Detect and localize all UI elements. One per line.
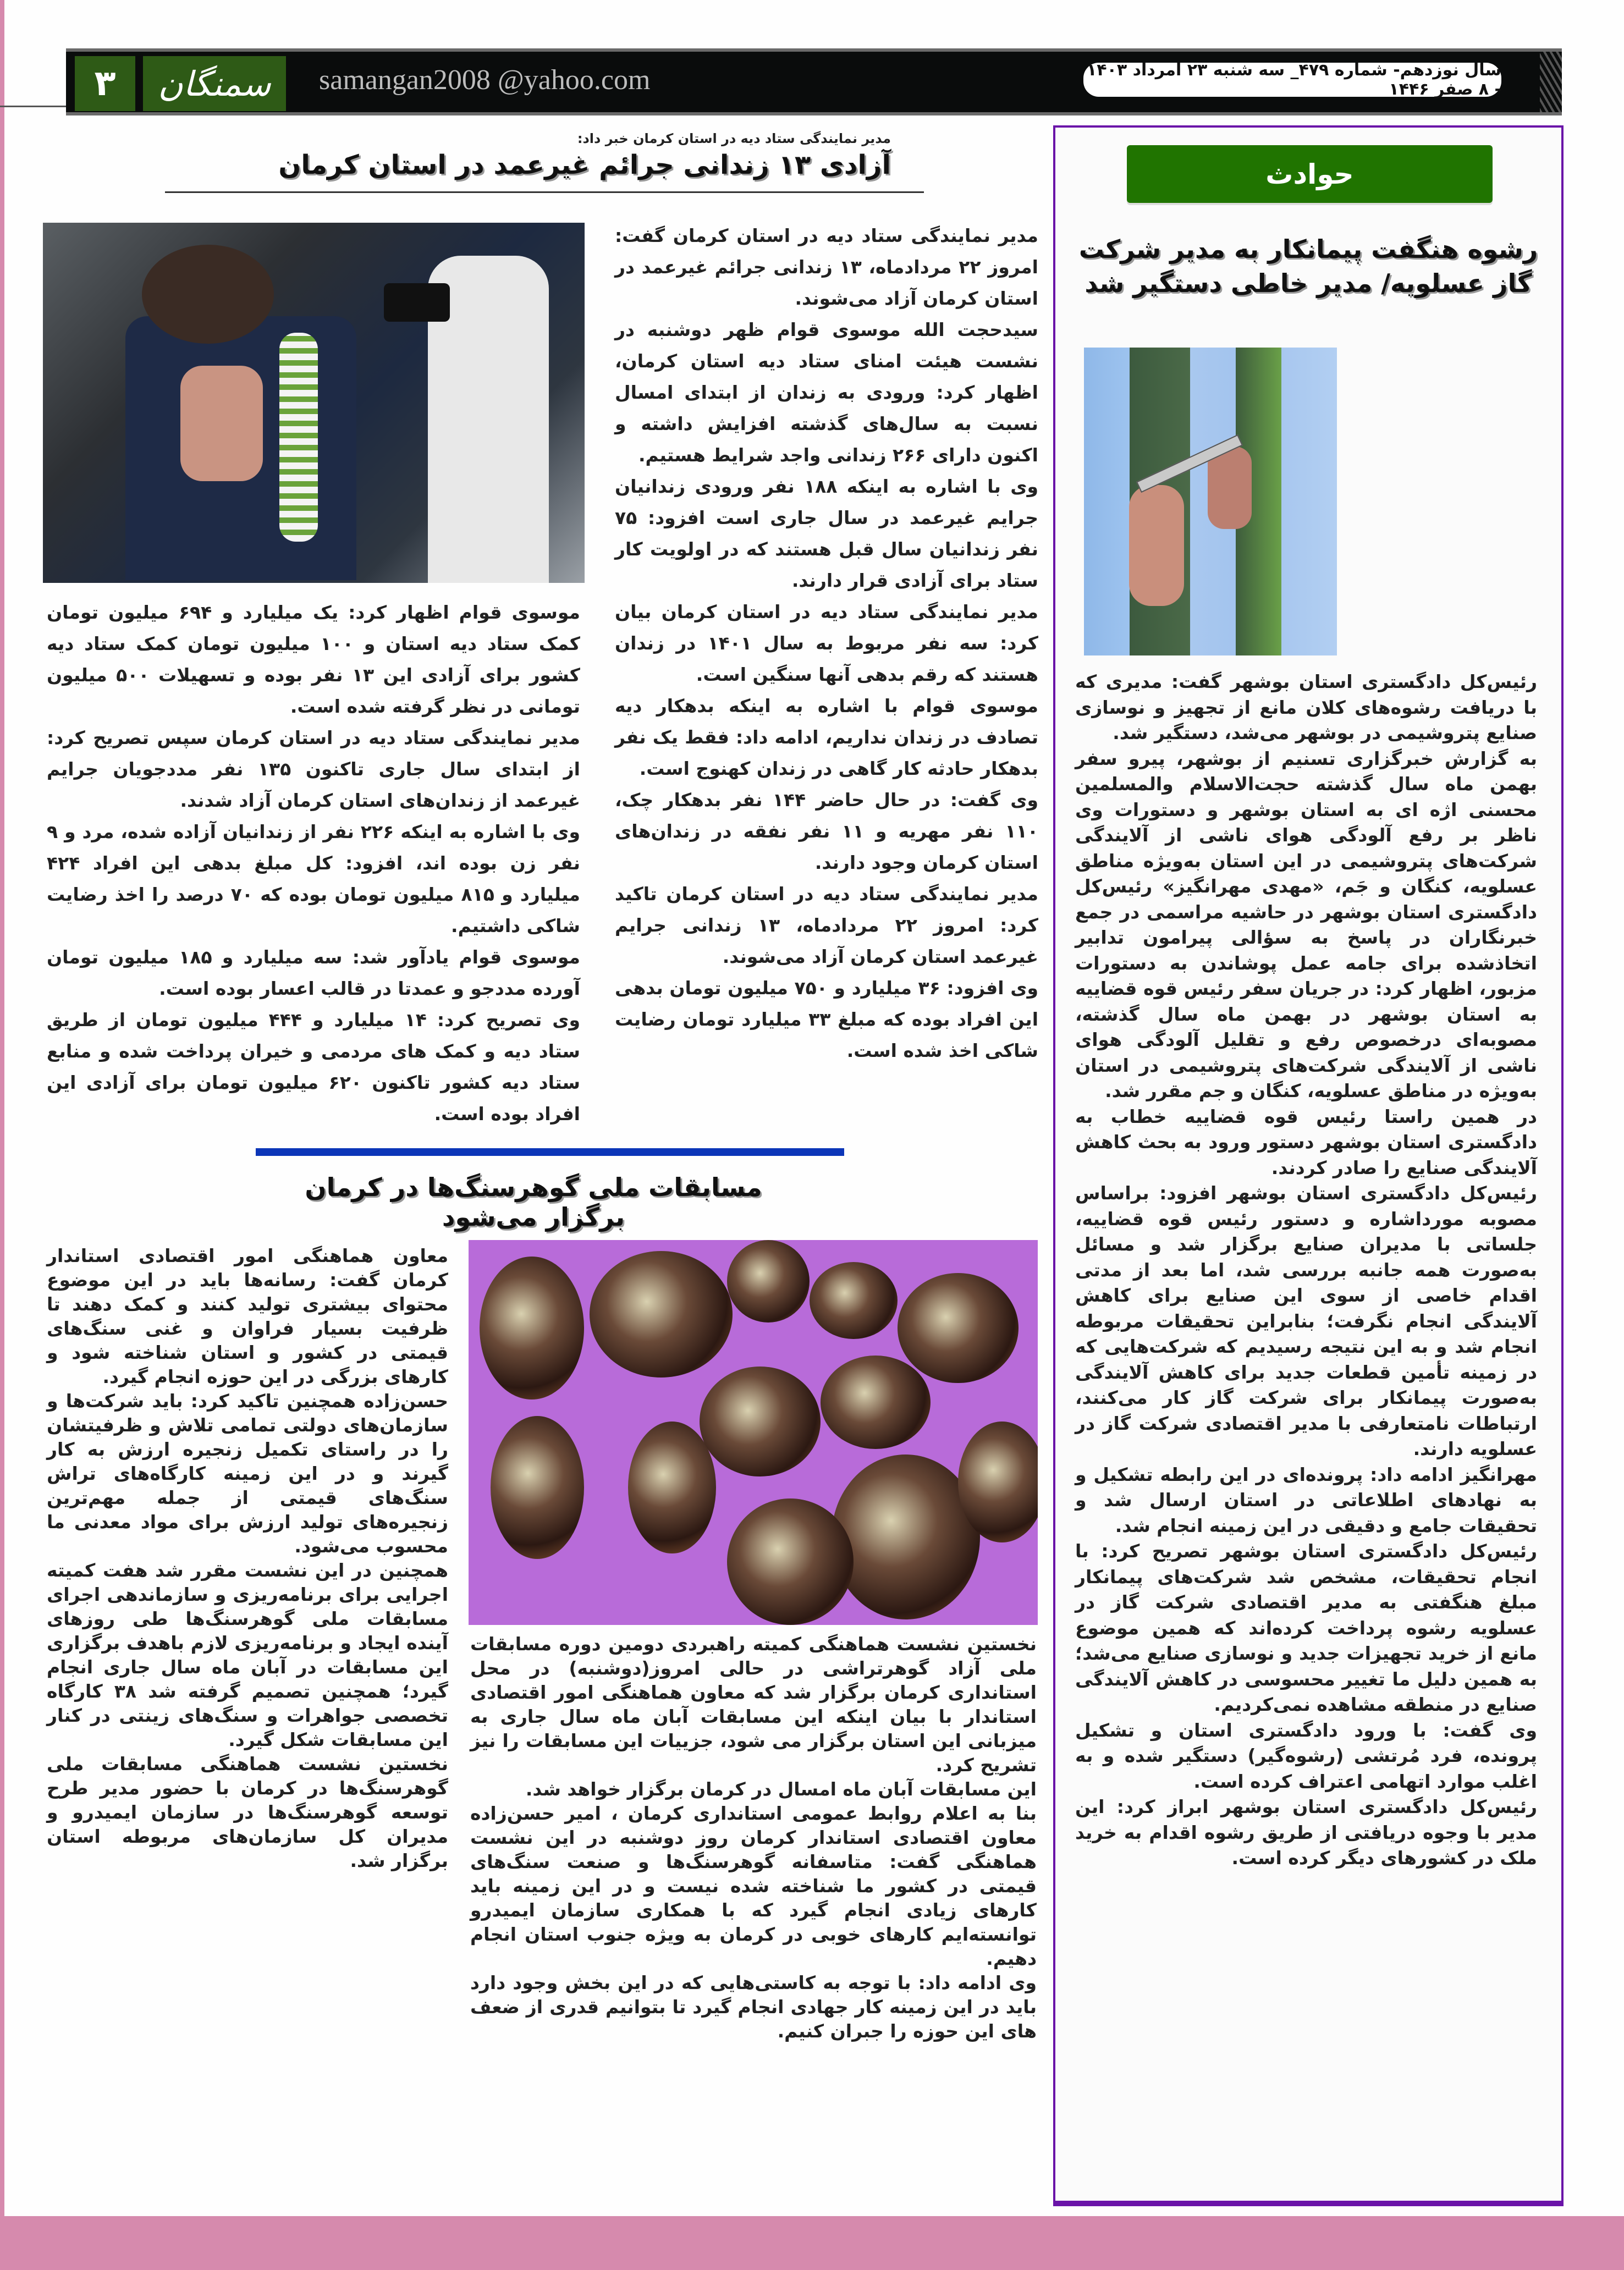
paragraph: بنا به اعلام روابط عمومی استانداری کرمان ، امیر حسن‌زاده معاون اقتصادی استاندار کرمان روز دوشنبه در این نشست هماهنگی گفت: متاسفانه گوهرسنگ‌ها و صنعت سنگ‌های قیمتی در کشور ما شناخته شده نیست و در این زمینه باید کارهای زیادی انجام گیرد که با همکاری سازمان ایمیدرو توانسته‌ایم کارهای خوبی در کرمان به ویژه جنوب استان انجام دهیم. bbox=[470, 1803, 1037, 1969]
paragraph: وی با اشاره به اینکه ۱۸۸ نفر ورودی زندانیان جرایم غیرعمد در سال جاری است افزود: ۷۵ نفر زندانیان سال قبل هستند که در اولویت کار ستاد برای آزادی قرار دارند. bbox=[615, 476, 1038, 591]
paragraph: رئیس‌کل دادگستری استان بوشهر گفت: مدیری که با دریافت رشوه‌های کلان مانع از تجهیز و نوسازی صنایع پتروشیمی در بوشهر می‌شد، دستگیر شد. bbox=[1075, 671, 1537, 743]
newspaper-logo: سمنگان bbox=[143, 56, 286, 111]
released-prisoner-embrace-photo-icon bbox=[43, 223, 585, 583]
paragraph: رئیس‌کل دادگستری استان بوشهر تصریح کرد: با انجام تحقیقات، مشخص شد شرکت‌های پیمانکار مبلغ هنگفتی به مدیر اقتصادی شرکت گاز در عسلویه رشوه پرداخت کرده‌اند که همین موضوع مانع از خرید تجهیزات جدید و نوسازی صنایع می‌شد؛ به همین دلیل ما تغییر محسوسی در کاهش آلایندگی صنایع در منطقه مشاهده نمی‌کردیم. bbox=[1075, 1540, 1537, 1715]
page-edge-stripe bbox=[0, 0, 4, 2270]
paragraph: همچنین در این نشست مقرر شد هفت کمیته اجرایی برای برنامه‌ریزی و سازماندهی اجرای مسابقات ملی گوهرسنگ‌ها طی روزهای آینده ایجاد و برنامه‌ریزی لازم باهدف برگزاری این مسابقات در آبان ماه سال جاری انجام گیرد؛ همچنین تصمیم گرفته شد ۳۸ کارگاه تخصصی جواهرات و سنگ‌های زینتی در کنار این مسابقات شکل گیرد. bbox=[47, 1560, 448, 1750]
paragraph: وی تصریح کرد: ۱۴ میلیارد و ۴۴۴ میلیون تومان از طریق ستاد دیه و کمک های مردمی و خیران پرداخت شده و منابع ستاد دیه کشور تاکنون ۶۲۰ میلیون تومان برای آزادی این افراد بوده است. bbox=[47, 1009, 580, 1125]
paragraph: وی ادامه داد: با توجه به کاستی‌هایی که در این بخش وجود دارد باید در این زمینه کار جهادی انجام گیرد تا بتوانیم قدری از ضعف های این حوزه را جبران کنیم. bbox=[470, 1972, 1037, 2042]
paragraph: نخستین نشست هماهنگی مسابقات ملی گوهرسنگ‌ها در کرمان با حضور مدیر طرح توسعه گوهرسنگ‌ها در سازمان ایمیدرو و مدیران کل سازمان‌های مربوطه استان برگزار شد. bbox=[47, 1753, 448, 1871]
right-article-headline[interactable]: رشوه هنگفت پیمانکار به مدیر شرکت گاز عسلویه/ مدیر خاطی دستگیر شد bbox=[1078, 234, 1538, 298]
paragraph: این مسابقات آبان ماه امسال در کرمان برگزار خواهد شد. bbox=[525, 1778, 1037, 1800]
paragraph: مدیر نمایندگی ستاد دیه در استان کرمان بیان کرد: سه نفر مربوط به سال ۱۴۰۱ در زندان هستند که رقم بدهی آنها سنگین است. bbox=[615, 601, 1038, 685]
paragraph: معاون هماهنگی امور اقتصادی استاندار کرمان گفت: رسانه‌ها باید در این موضوع محتوای بیشتری تولید کنند و کمک دهند تا ظرفیت بسیار فراوان و غنی سنگ‌های قیمتی در کشور و استان شناخته شود و کارهای بزرگی در این حوزه انجام گیرد. bbox=[47, 1245, 448, 1387]
story2-column-left bbox=[47, 1244, 448, 1873]
story1-column-right bbox=[615, 220, 1038, 1066]
paragraph: مدیر نمایندگی ستاد دیه در استان کرمان تاکید کرد: امروز ۲۲ مردادماه، ۱۳ زندانی جرایم غیرعمد استان کرمان آزاد می‌شوند. bbox=[615, 883, 1038, 967]
incidents-section-box bbox=[1053, 125, 1564, 2206]
right-article-body bbox=[1075, 669, 1537, 1871]
story1-title-rule bbox=[165, 191, 924, 193]
story2-column-right bbox=[470, 1632, 1037, 2043]
handcuffed-hands-photo-icon bbox=[1084, 348, 1337, 655]
paragraph: به گزارش خبرگزاری تسنیم از بوشهر، پیرو سفر بهمن ماه سال گذشته حجت‌الاسلام والمسلمین محسنی اژه ای به استان بوشهر و دستورات وی ناظر بر رفع آلودگی هوای ناشی از آلایندگی شرکت‌های پتروشیمی در این استان به‌ویژه مناطق عسلویه، کنگان و جَم، «مهدی مهرانگیز» رئیس‌کل دادگستری استان بوشهر در حاشیه مراسمی در جمع خبرنگاران در پاسخ به سؤالی پیرامون تدابیر اتخاذشده برای جامه عمل پوشاندن به دستورات مزبور، اظهار کرد: در جریان سفر رئیس قوه قضاییه به استان بوشهر در بهمن ماه سال گذشته، مصوبه‌ای درخصوص رفع و تقلیل آلودگی هوای ناشی از آلایندگی شرکت‌های پتروشیمی در استان به‌ویژه در مناطق عسلویه، کنگان و جم مقرر شد. bbox=[1075, 747, 1537, 1101]
hatch-decoration bbox=[1540, 52, 1562, 112]
page-number: ۳ bbox=[75, 56, 135, 111]
paragraph: رئیس‌کل دادگستری استان بوشهر ابراز کرد: این مدیر با وجوه دریافتی از طریق رشوه اقدام به خرید ملک در کشورهای دیگر کرده است. bbox=[1075, 1796, 1537, 1869]
paragraph: وی با اشاره به اینکه ۲۲۶ نفر از زندانیان آزاده شده، مرد و ۹ نفر زن بوده اند، افزود: کل مبلغ بدهی این افراد ۴۲۴ میلیارد و ۸۱۵ میلیون تومان بوده که ۷۰ درصد را اخذ رضایت شاکی داشتیم. bbox=[47, 821, 580, 936]
paragraph: حسن‌زاده همچنین تاکید کرد: باید شرکت‌ها و سازمان‌های دولتی تمامی تلاش و ظرفیتشان را در راستای تکمیل زنجیره ارزش به کار گیرند و در این زمینه کارگاه‌های تراش سنگ‌های قیمتی از جمله مهم‌ترین زنجیره‌های تولید ارزش برای مواد معدنی ما محسوب می‌شود. bbox=[47, 1390, 448, 1557]
section-tag-incidents[interactable]: حوادث bbox=[1127, 145, 1493, 203]
paragraph: مدیر نمایندگی ستاد دیه در استان کرمان گفت: امروز ۲۲ مردادماه، ۱۳ زندانی جرائم غیرعمد در استان کرمان آزاد می‌شوند. bbox=[615, 225, 1038, 309]
story1-column-left bbox=[47, 597, 580, 1130]
paragraph: نخستین نشست هماهنگی کمیته راهبردی دومین دوره مسابقات ملی آزاد گوهرتراشی در حالی امروز(دوشنبه) در محل استانداری کرمان برگزار شد که معاون هماهنگی امور اقتصادی استاندار با بیان اینکه این مسابقات آبان ماه سال جاری به میزبانی این استان برگزار می شود، جزییات این مسابقات را نیز تشریح کرد. bbox=[470, 1633, 1037, 1776]
polished-gemstones-photo-icon bbox=[469, 1240, 1038, 1625]
story1-title[interactable]: آزادی ۱۳ زندانی جرائم غیرعمد در استان کرمان bbox=[278, 150, 891, 180]
paragraph: موسوی قوام با اشاره به اینکه بدهکار دیه تصادف در زندان نداریم، ادامه داد: فقط یک نفر بدهکار حادثه کار گاهی در زندان کهنوج است. bbox=[615, 695, 1038, 779]
paragraph: وی گفت: با ورود دادگستری استان و تشکیل پرونده، فرد مُرتشی (رشوه‌گیر) دستگیر شده و به اغلب موارد اتهامی اعتراف کرده است. bbox=[1075, 1719, 1537, 1792]
paragraph: در همین راستا رئیس قوه قضاییه خطاب به دادگستری استان بوشهر دستور ورود به بحث کاهش آلایندگی صنایع را صادر کردند. bbox=[1075, 1105, 1537, 1178]
paragraph: مدیر نمایندگی ستاد دیه در استان کرمان سپس تصریح کرد: از ابتدای سال جاری تاکنون ۱۳۵ نفر مددجویان جرایم غیرعمد از زندان‌های استان کرمان آزاد شدند. bbox=[47, 727, 580, 811]
paragraph: مهرانگیز ادامه داد: پرونده‌ای در این رابطه تشکیل و به نهادهای اطلاعاتی در استان ارسال شد و تحقیقات جامع و دقیقی در این زمینه انجام شد. bbox=[1075, 1463, 1537, 1536]
story2-divider-bar bbox=[256, 1148, 844, 1156]
story1-kicker: مدیر نمایندگی ستاد دیه در استان کرمان خبر داد: bbox=[577, 131, 891, 146]
paragraph: موسوی قوام یادآور شد: سه میلیارد و ۱۸۵ میلیون تومان آورده مددجو و عمدتا در قالب اعسار بوده است. bbox=[47, 946, 580, 999]
issue-info: سال نوزدهم- شماره ۴۷۹_ سه شنبه ۲۳ امرداد ۱۴۰۳ - ۸ صفر ۱۴۴۶ bbox=[1083, 63, 1501, 97]
paragraph: وی گفت: در حال حاضر ۱۴۴ نفر بدهکار چک، ۱۱۰ نفر مهریه و ۱۱ نفر نفقه در زندان‌های استان کرمان وجود دارند. bbox=[615, 789, 1038, 873]
contact-email[interactable]: samangan2008 @yahoo.com bbox=[319, 64, 651, 96]
masthead bbox=[66, 48, 1562, 115]
story2-title[interactable]: مسابقات ملی گوهرسنگ‌ها در کرمان برگزار می‌شود bbox=[305, 1172, 762, 1232]
paragraph: موسوی قوام اظهار کرد: یک میلیارد و ۶۹۴ میلیون تومان کمک ستاد دیه استان و ۱۰۰ میلیون تومان کمک ستاد دیه کشور برای آزادی این ۱۳ نفر بوده و تسهیلات ۵۰۰ میلیون تومانی در نظر گرفته شده است. bbox=[47, 602, 580, 717]
paragraph: رئیس‌کل دادگستری استان بوشهر افزود: براساس مصوبه مورداشاره و دستور رئیس قوه قضاییه، جلساتی با مدیران صنایع برگزار شد و مسائل به‌صورت همه جانبه بررسی شد، اما بعد از مدتی اقدام خاصی از سوی این صنایع برای کاهش آلایندگی انجام نگرفت؛ بنابراین تحقیقات مربوطه انجام شد و به این نتیجه رسیدیم که شرکت‌هایی که در زمینه تأمین قطعات جدید برای کاهش آلایندگی به‌صورت پیمانکار برای شرکت گاز کار می‌کنند، ارتباطات نامتعارفی با مدیر اقتصادی شرکت گاز در عسلویه دارند. bbox=[1075, 1182, 1537, 1459]
page-footer-band bbox=[0, 2216, 1624, 2270]
paragraph: وی افزود: ۳۶ میلیارد و ۷۵۰ میلیون تومان بدهی این افراد بوده که مبلغ ۳۳ میلیارد تومان رضایت شاکی اخذ شده است. bbox=[615, 977, 1039, 1061]
paragraph: سیدحجت الله موسوی قوام ظهر دوشنبه در نشست هیئت امنای ستاد دیه استان کرمان، اظهار کرد: ورودی به زندان از ابتدای امسال نسبت به سال‌های گذشته افزایش داشته و اکنون دارای ۲۶۶ زندانی واجد شرایط هستیم. bbox=[615, 319, 1038, 466]
